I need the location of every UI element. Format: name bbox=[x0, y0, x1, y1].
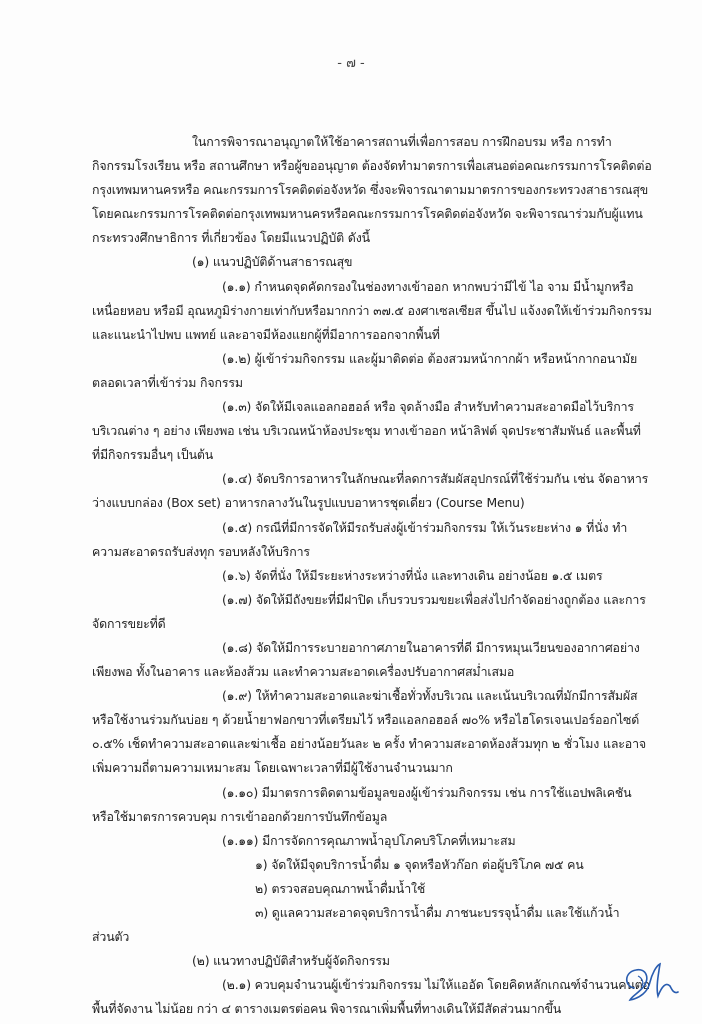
text-line: ความสะอาดรถรับส่งทุก รอบหลังให้บริการ bbox=[92, 543, 310, 559]
text-line: ๐.๕% เช็ดทำความสะอาดและฆ่าเชื้อ อย่างน้อยวันละ ๒ ครั้ง ทำความสะอาดห้องส้วมทุก ๒ ชั่วโมง และอาจ bbox=[92, 736, 646, 752]
text-line: บริเวณต่าง ๆ อย่าง เพียงพอ เช่น บริเวณหน้าห้องประชุม ทางเข้าออก หน้าลิฟต์ จุดประชาสัมพันธ์ และพื้นที่ bbox=[92, 423, 641, 439]
text-line: โดยคณะกรรมการโรคติดต่อกรุงเทพมหานครหรือคณะกรรมการโรคติดต่อจังหวัด จะพิจารณาร่วมกับผู้แทน bbox=[92, 206, 643, 222]
text-line: หรือใช้มาตรการควบคุม การเข้าออกด้วยการบันทึกข้อมูล bbox=[92, 808, 388, 824]
text-line: ว่างแบบกล่อง (Box set) อาหารกลางวันในรูปแบบอาหารชุดเดี่ยว (Course Menu) bbox=[92, 495, 525, 511]
text-line: ที่มีกิจกรรมอื่นๆ เป็นต้น bbox=[92, 447, 214, 463]
text-line: กรุงเทพมหานครหรือ คณะกรรมการโรคติดต่อจังหวัด ซึ่งจะพิจารณาตามมาตรการของกระทรวงสาธารณสุข bbox=[92, 182, 649, 198]
text-line: (๑.๑) กำหนดจุดคัดกรองในช่องทางเข้าออก หากพบว่ามีไข้ ไอ จาม มีน้ำมูกหรือ bbox=[222, 278, 634, 294]
text-line: (๑.๕) กรณีที่มีการจัดให้มีรถรับส่งผู้เข้าร่วมกิจกรรม ให้เว้นระยะห่าง ๑ ที่นั่ง ทำ bbox=[222, 519, 628, 535]
text-line: ๑) จัดให้มีจุดบริการน้ำดื่ม ๑ จุดหรือหัวก๊อก ต่อผู้บริโภค ๗๕ คน bbox=[255, 856, 584, 872]
text-line: (๑.๓) จัดให้มีเจลแอลกอฮอล์ หรือ จุดล้างมือ สำหรับทำความสะอาดมือไว้บริการ bbox=[222, 399, 634, 415]
text-line: เพิ่มความถี่ตามความเหมาะสม โดยเฉพาะเวลาที่มีผู้ใช้งานจำนวนมาก bbox=[92, 760, 453, 776]
text-line: (๒.๑) ควบคุมจำนวนผู้เข้าร่วมกิจกรรม ไม่ให้แออัด โดยคิดหลักเกณฑ์จำนวนคนต่อ bbox=[222, 977, 650, 993]
text-line: ส่วนตัว bbox=[92, 929, 130, 945]
text-line: ๓) ดูแลความสะอาดจุดบริการน้ำดื่ม ภาชนะบรรจุน้ำดื่ม และใช้แก้วน้ำ bbox=[255, 905, 620, 920]
text-line: (๑.๒) ผู้เข้าร่วมกิจกรรม และผู้มาติดต่อ ต้องสวมหน้ากากผ้า หรือหน้ากากอนามัย bbox=[222, 350, 638, 366]
text-line: เพียงพอ ทั้งในอาคาร และห้องส้วม และทำความสะอาดเครื่องปรับอากาศสม่ำเสมอ bbox=[92, 664, 515, 680]
text-line: (๑) แนวปฏิบัติด้านสาธารณสุข bbox=[192, 254, 353, 270]
text-line: และแนะนำไปพบ แพทย์ และอาจมีห้องแยกผู้ที่มีอาการออกจากพื้นที่ bbox=[92, 326, 440, 342]
handwritten-signature-icon bbox=[620, 956, 682, 1006]
text-line: (๑.๔) จัดบริการอาหารในลักษณะที่ลดการสัมผัสอุปกรณ์ที่ใช้ร่วมกัน เช่น จัดอาหาร bbox=[222, 471, 649, 487]
text-line: กระทรวงศึกษาธิการ ที่เกี่ยวข้อง โดยมีแนวปฏิบัติ ดังนี้ bbox=[92, 230, 370, 246]
text-line: เหนื่อยหอบ หรือมี อุณหภูมิร่างกายเท่ากับหรือมากกว่า ๓๗.๕ องศาเซลเซียส ขึ้นไป แจ้งงดให้เข้าร่วมกิจกรรม bbox=[92, 302, 652, 318]
page-number: - ๗ - bbox=[337, 56, 365, 71]
text-line: (๑.๙) ให้ทำความสะอาดและฆ่าเชื้อทั่วทั้งบริเวณ และเน้นบริเวณที่มักมีการสัมผัส bbox=[222, 688, 638, 704]
text-line: (๑.๘) จัดให้มีการระบายอากาศภายในอาคารที่ดี มีการหมุนเวียนของอากาศอย่าง bbox=[222, 639, 640, 655]
text-line: จัดการขยะที่ดี bbox=[92, 615, 166, 631]
text-line: ๒) ตรวจสอบคุณภาพน้ำดื่มน้ำใช้ bbox=[255, 880, 426, 896]
text-line: หรือใช้งานร่วมกันบ่อย ๆ ด้วยน้ำยาฟอกขาวที่เตรียมไว้ หรือแอลกอฮอล์ ๗๐% หรือไฮโดรเจนเปอร์ออกไซด์ bbox=[92, 712, 640, 728]
text-line: (๑.๗) จัดให้มีถังขยะที่มีฝาปิด เก็บรวบรวมขยะเพื่อส่งไปกำจัดอย่างถูกต้อง และการ bbox=[222, 591, 646, 607]
text-line: (๑.๑๐) มีมาตรการติดตามข้อมูลของผู้เข้าร่วมกิจกรรม เช่น การใช้แอปพลิเคชัน bbox=[222, 784, 632, 800]
document-body bbox=[92, 130, 652, 1021]
text-line: ตลอดเวลาที่เข้าร่วม กิจกรรม bbox=[92, 374, 243, 390]
text-line: (๑.๖) จัดที่นั่ง ให้มีระยะห่างระหว่างที่นั่ง และทางเดิน อย่างน้อย ๑.๕ เมตร bbox=[222, 567, 603, 583]
text-line: กิจกรรมโรงเรียน หรือ สถานศึกษา หรือผู้ขออนุญาต ต้องจัดทำมาตรการเพื่อเสนอต่อคณะกรรมการโรคติดต่อ bbox=[92, 158, 652, 174]
text-line: (๑.๑๑) มีการจัดการคุณภาพน้ำอุปโภคบริโภคที่เหมาะสม bbox=[222, 832, 516, 848]
text-line: ในการพิจารณาอนุญาตให้ใช้อาคารสถานที่เพื่อการสอบ การฝึกอบรม หรือ การทำ bbox=[192, 134, 612, 149]
text-line: (๒) แนวทางปฏิบัติสำหรับผู้จัดกิจกรรม bbox=[192, 953, 390, 969]
text-line: พื้นที่จัดงาน ไม่น้อย กว่า ๔ ตารางเมตรต่อคน พิจารณาเพิ่มพื้นที่ทางเดินให้มีสัดส่วนมากขึ้น bbox=[92, 1001, 562, 1017]
